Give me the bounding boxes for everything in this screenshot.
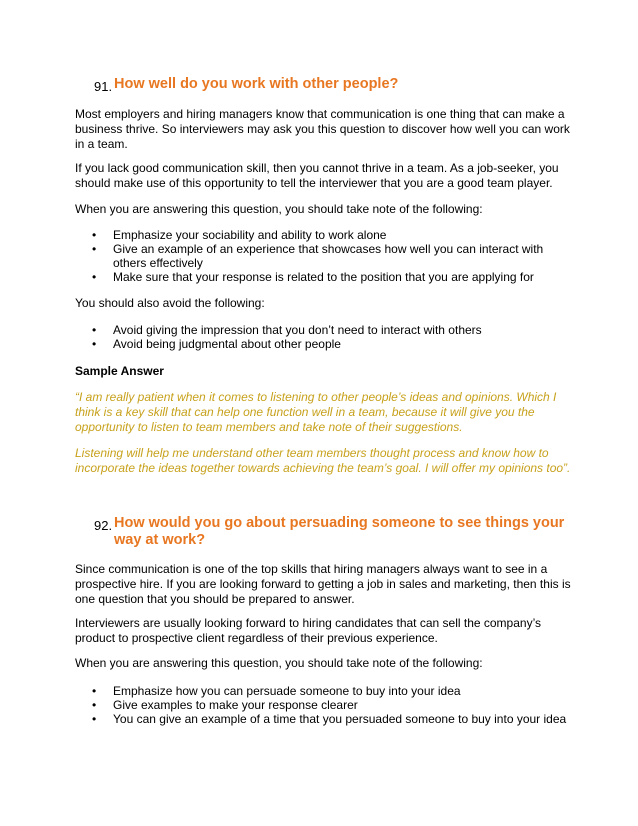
sample-answer-heading: Sample Answer bbox=[75, 364, 164, 378]
sample-answer-paragraph-2: Listening will help me understand other team members thought process and know how to incorporate the ideas together towards achieving the team’s goal. I will offer my opinions too”. bbox=[75, 446, 571, 475]
q91-paragraph-2: If you lack good communication skill, then you cannot thrive in a team. As a job-seeker, you should make use of this opportunity to tell the interviewer that you are a good team player. bbox=[75, 161, 559, 190]
list-item: • Give an example of an experience that showcases how well you can interact with others effectively bbox=[75, 242, 575, 270]
q92-bullet-list bbox=[75, 684, 575, 726]
q92-paragraph-3: When you are answering this question, you should take note of the following: bbox=[75, 656, 483, 670]
list-item: • Make sure that your response is related to the position that you are applying for bbox=[75, 270, 575, 284]
question-92-heading bbox=[94, 515, 574, 549]
list-item: • Emphasize how you can persuade someone to buy into your idea bbox=[75, 684, 575, 698]
q91-bullet-list bbox=[75, 228, 575, 284]
q91-avoid-list bbox=[75, 323, 575, 351]
list-item: • Avoid being judgmental about other people bbox=[75, 337, 575, 351]
list-item: • Give examples to make your response clearer bbox=[75, 698, 575, 712]
q92-paragraph-2: Interviewers are usually looking forward to hiring candidates that can sell the company’s product to prospective client regardless of their previous experience. bbox=[75, 616, 542, 645]
question-91-heading bbox=[94, 76, 398, 94]
question-title: How would you go about persuading someone to see things your way at work? bbox=[114, 515, 565, 548]
q91-paragraph-1: Most employers and hiring managers know that communication is one thing that can make a business thrive. So interviewers may ask you this question to discover how well you can work in a team. bbox=[75, 107, 570, 151]
question-title: How well do you work with other people? bbox=[114, 76, 399, 92]
list-item: • Avoid giving the impression that you don’t need to interact with others bbox=[75, 323, 575, 337]
sample-answer-paragraph-1: “I am really patient when it comes to listening to other people’s ideas and opinions. Which I think is a key skill that can help one function well in a team, because it will give you the opportunity to listen to team members and take note of their suggestions. bbox=[75, 390, 557, 434]
q91-paragraph-4: You should also avoid the following: bbox=[75, 296, 265, 310]
question-number: 91. bbox=[94, 79, 113, 94]
list-item: • Emphasize your sociability and ability to work alone bbox=[75, 228, 575, 242]
list-item: • You can give an example of a time that you persuaded someone to buy into your idea bbox=[75, 712, 575, 726]
q92-paragraph-1: Since communication is one of the top skills that hiring managers always want to see in a prospective hire. If you are looking forward to getting a job in sales and marketing, then this is one question that you should be prepared to answer. bbox=[75, 562, 571, 606]
q91-paragraph-3: When you are answering this question, you should take note of the following: bbox=[75, 202, 483, 216]
question-number: 92. bbox=[94, 518, 113, 533]
